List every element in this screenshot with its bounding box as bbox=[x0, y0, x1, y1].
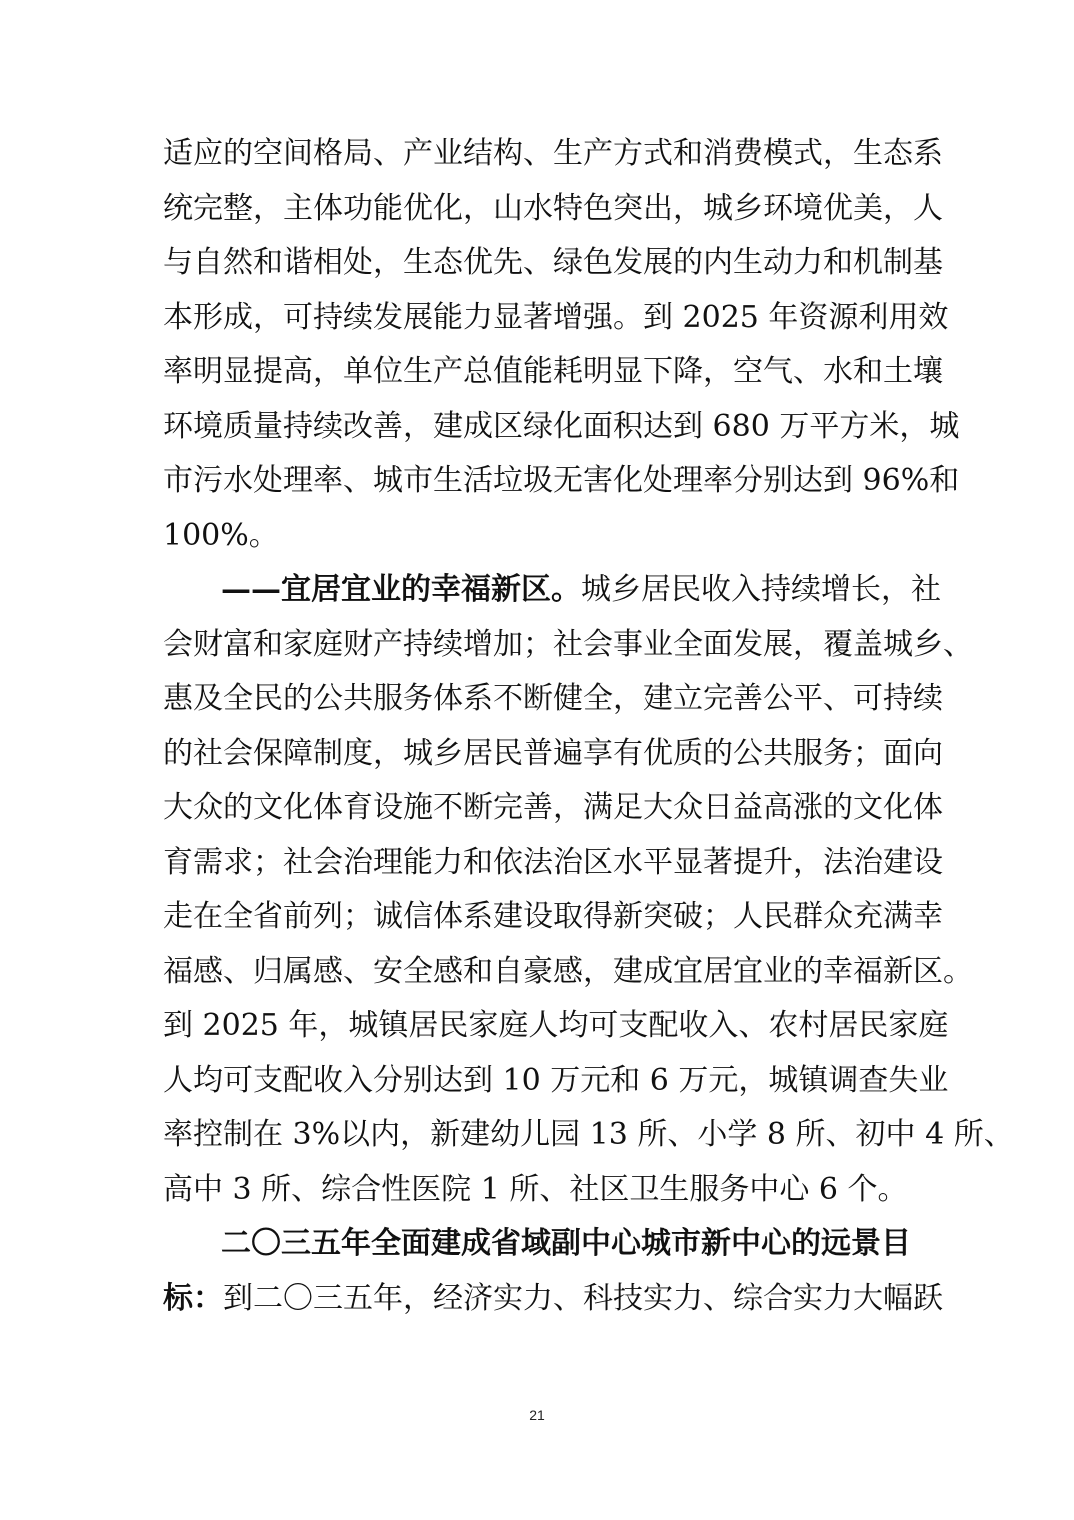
paragraph-2-line: 率控制在 3%以内，新建幼儿园 13 所、小学 8 所、初中 4 所、 bbox=[163, 1117, 1014, 1152]
paragraph-1-line: 率明显提高，单位生产总值能耗明显下降，空气、水和土壤 bbox=[163, 354, 943, 389]
paragraph-2-line: 高中 3 所、综合性医院 1 所、社区卫生服务中心 6 个。 bbox=[163, 1171, 908, 1207]
paragraph-2-line: 会财富和家庭财产持续增加；社会事业全面发展，覆盖城乡、 bbox=[163, 626, 973, 662]
paragraph-2-line: 人均可支配收入分别达到 10 万元和 6 万元，城镇调查失业 bbox=[163, 1062, 949, 1098]
paragraph-1-line: 100%。 bbox=[163, 517, 279, 553]
paragraph-2-line: 惠及全民的公共服务体系不断健全，建立完善公平、可持续 bbox=[163, 681, 943, 716]
page-number: 21 bbox=[529, 1407, 545, 1423]
paragraph-2-line: 大众的文化体育设施不断完善，满足大众日益高涨的文化体 bbox=[163, 790, 943, 825]
paragraph-3-line bbox=[163, 1272, 943, 1327]
paragraph-1-line: 与自然和谐相处，生态优先、绿色发展的内生动力和机制基 bbox=[163, 245, 943, 280]
paragraph-1-line: 适应的空间格局、产业结构、生产方式和消费模式，生态系 bbox=[163, 136, 943, 171]
paragraph-2-line: 走在全省前列；诚信体系建设取得新突破；人民群众充满幸 bbox=[163, 899, 943, 934]
paragraph-2-line: 到 2025 年，城镇居民家庭人均可支配收入、农村居民家庭 bbox=[163, 1008, 949, 1043]
paragraph-2-first-line-text: 城乡居民收入持续增长，社 bbox=[581, 572, 941, 607]
paragraph-1-line: 市污水处理率、城市生活垃圾无害化处理率分别达到 96%和 bbox=[163, 463, 960, 498]
paragraph-2-line: 育需求；社会治理能力和依法治区水平显著提升，法治建设 bbox=[163, 844, 943, 880]
body-text bbox=[163, 127, 1014, 1326]
section-heading-2035-goal-tail: 标： bbox=[163, 1280, 223, 1316]
paragraph-1-line: 环境质量持续改善，建成区绿化面积达到 680 万平方米，城 bbox=[163, 408, 960, 444]
section-heading-livable-district: ——宜居宜业的幸福新区。 bbox=[221, 572, 581, 607]
paragraph-1-line: 本形成，可持续发展能力显著增强。到 2025 年资源利用效 bbox=[163, 299, 949, 335]
section-heading-2035-goal: 二〇三五年全面建成省域副中心城市新中心的远景目 bbox=[221, 1226, 911, 1261]
paragraph-2-line: 的社会保障制度，城乡居民普遍享有优质的公共服务；面向 bbox=[163, 735, 943, 771]
paragraph-2-line: 福感、归属感、安全感和自豪感，建成宜居宜业的幸福新区。 bbox=[163, 953, 973, 989]
paragraph-3-line-text: 到二〇三五年，经济实力、科技实力、综合实力大幅跃 bbox=[223, 1280, 943, 1316]
paragraph-2-first-line bbox=[163, 563, 941, 618]
paragraph-1-line: 统完整，主体功能优化，山水特色突出，城乡环境优美，人 bbox=[163, 190, 943, 226]
